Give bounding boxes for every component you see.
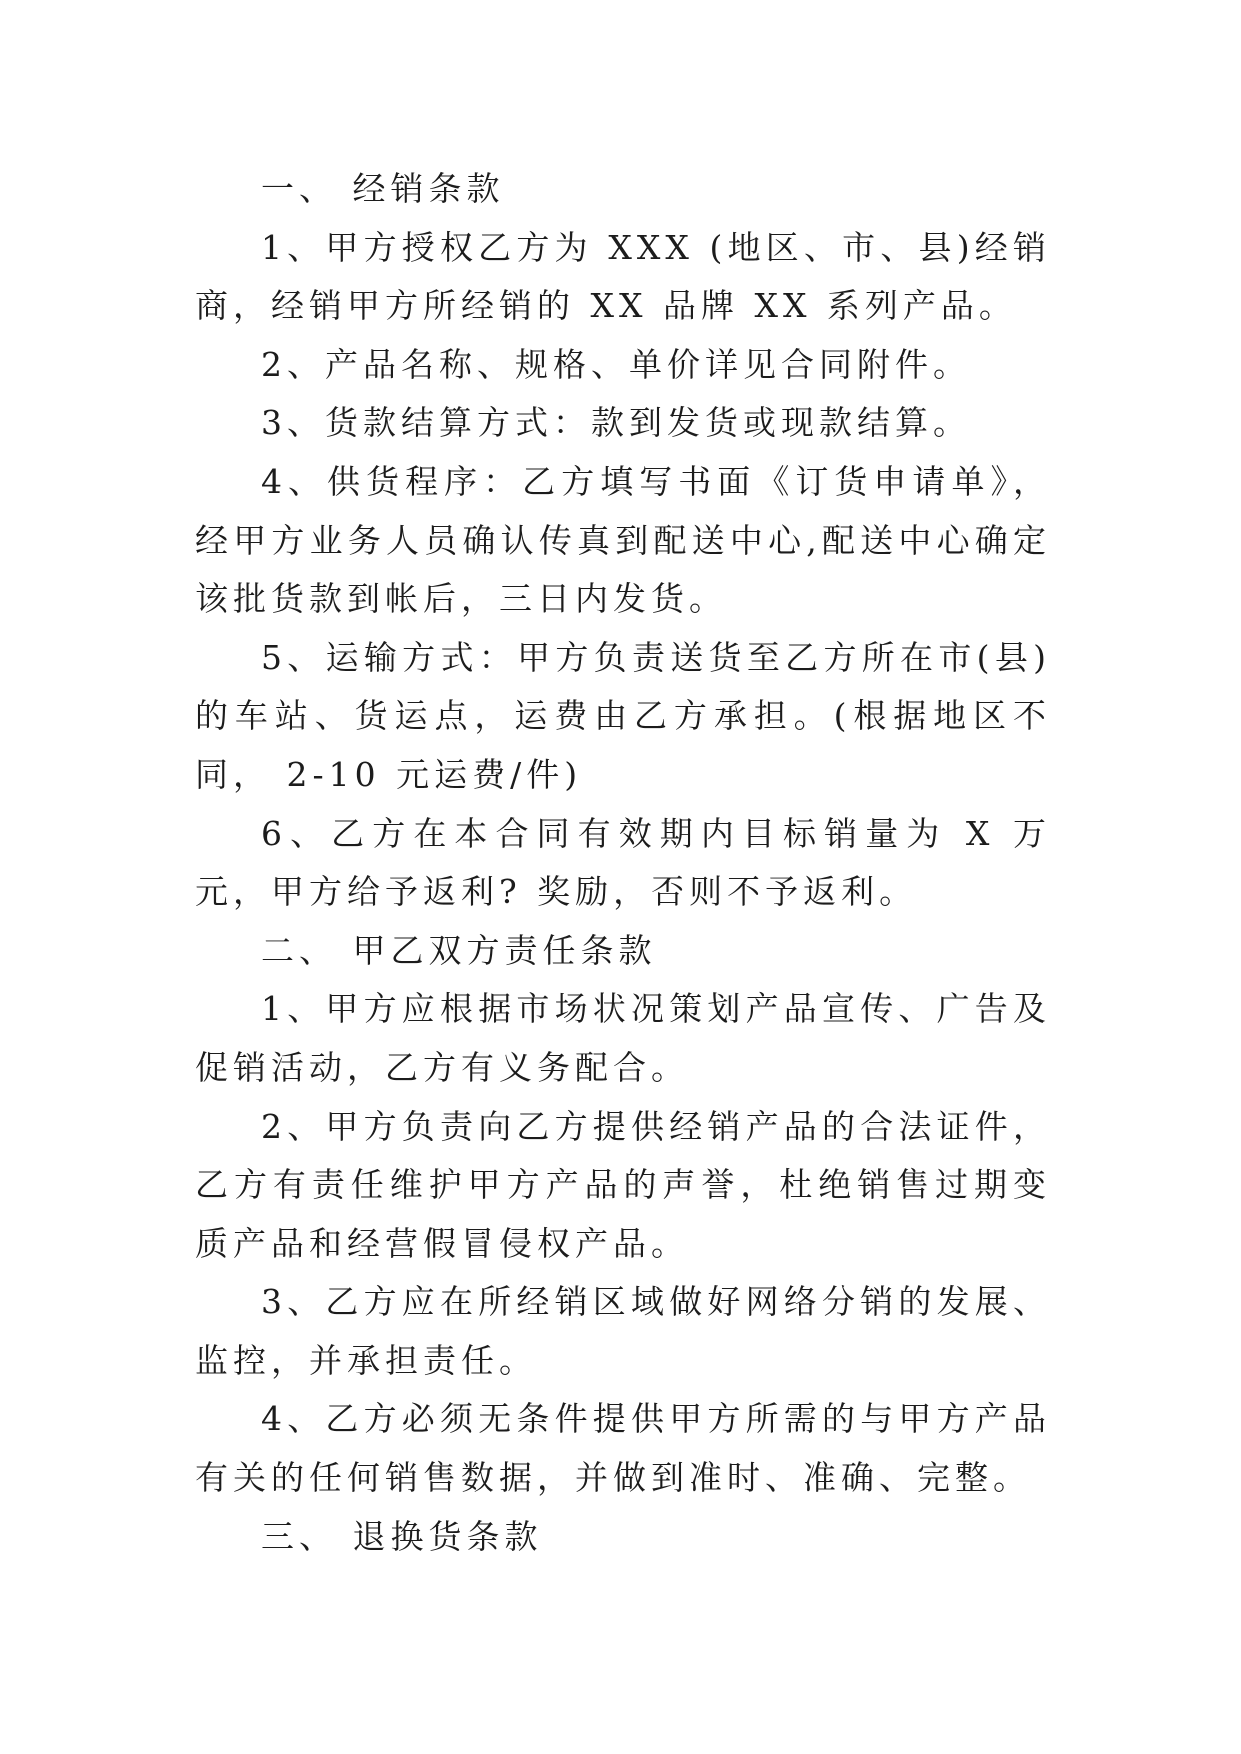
clause-1-5: 5、运输方式：甲方负责送货至乙方所在市(县)的车站、货运点，运费由乙方承担。(根据地区不同， 2-10 元运费/件) bbox=[195, 637, 1051, 794]
clause-1-4: 4、供货程序：乙方填写书面《订货申请单》，经甲方业务人员确认传真到配送中心,配送中心确定该批货款到帐后，三日内发货。 bbox=[195, 461, 1051, 619]
section-heading-1: 一、 经销条款 bbox=[261, 169, 505, 208]
clause-2-2: 2、甲方负责向乙方提供经销产品的合法证件，乙方有责任维护甲方产品的声誉，杜绝销售过期变质产品和经营假冒侵权产品。 bbox=[195, 1106, 1051, 1263]
clause-2-3: 3、乙方应在所经销区域做好网络分销的发展、监控，并承担责任。 bbox=[195, 1282, 1051, 1380]
clause-1-3: 3、货款结算方式：款到发货或现款结算。 bbox=[261, 403, 971, 443]
clause-2-1: 1、甲方应根据市场状况策划产品宣传、广告及促销活动，乙方有义务配合。 bbox=[195, 989, 1051, 1087]
clause-1-2: 2、产品名称、规格、单价详见合同附件。 bbox=[261, 344, 971, 384]
clause-2-4: 4、乙方必须无条件提供甲方所需的与甲方产品有关的任何销售数据，并做到准时、准确、完整。 bbox=[195, 1399, 1051, 1498]
clause-1-1: 1、甲方授权乙方为 XXX (地区、市、县)经销商，经销甲方所经销的 XX 品牌 XX 系列产品。 bbox=[195, 227, 1051, 326]
clause-1-6: 6、乙方在本合同有效期内目标销量为 X 万元，甲方给予返利? 奖励，否则不予返利。 bbox=[195, 813, 1051, 912]
document-body bbox=[195, 160, 1051, 1566]
section-heading-3: 三、 退换货条款 bbox=[261, 1516, 543, 1556]
section-heading-2: 二、 甲乙双方责任条款 bbox=[261, 930, 657, 970]
